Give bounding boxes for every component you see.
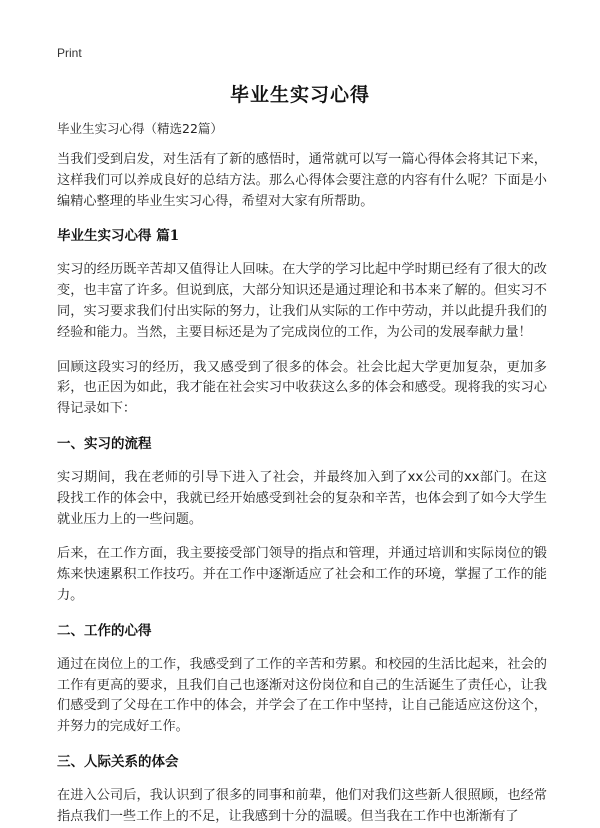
paragraph-5: 通过在岗位上的工作，我感受到了工作的辛苦和劳累。和校园的生活比起来，社会的工作有更高的要求，且我们自己也逐渐对这份岗位和自己的生活诞生了责任心，让我们感受到了父母在工作中的体会，并学会了在工作中坚持，让自己能适应这份这个，并努力的完成好工作。 — [57, 656, 547, 735]
article-heading: 毕业生实习心得 篇1 — [57, 228, 180, 245]
paragraph-3: 实习期间，我在老师的引导下进入了社会，并最终加入到了xx公司的xx部门。在这段找工作的体会中，我就已经开始感受到社会的复杂和辛苦，也体会到了如今大学生就业压力上的一些问题。 — [57, 469, 547, 527]
paragraph-1: 实习的经历既辛苦却又值得让人回味。在大学的学习比起中学时期已经有了很大的改变，也丰富了许多。但说到底，大部分知识还是通过理论和书本来了解的。但实习不同，实习要求我们付出实际的努力，让我们从实际的工作中劳动，并以此提升我们的经验和能力。当然，主要目标还是为了完成岗位的工作，为公司的发展奉献力量！ — [57, 262, 547, 340]
paragraph-6: 在进入公司后，我认识到了很多的同事和前辈，他们对我们这些新人很照顾，也经常指点我们一些工作上的不足，让我感到十分的温暖。但当我在工作中也渐渐有了 — [57, 787, 547, 824]
paragraph-4: 后来，在工作方面，我主要接受部门领导的指点和管理，并通过培训和实际岗位的锻炼来快速累积工作技巧。并在工作中逐渐适应了社会和工作的环境，掌握了工作的能力。 — [57, 546, 547, 603]
print-link[interactable]: Print — [57, 46, 82, 60]
paragraph-2: 回顾这段实习的经历，我又感受到了很多的体会。社会比起大学更加复杂，更加多彩，也正因为如此，我才能在社会实习中收获这么多的体会和感受。现将我的实习心得记录如下： — [57, 359, 547, 417]
section-heading-2: 二、工作的心得 — [57, 622, 152, 639]
intro-paragraph: 当我们受到启发，对生活有了新的感悟时，通常就可以写一篇心得体会将其记下来，这样我们可以养成良好的总结方法。那么心得体会要注意的内容有什么呢？下面是小编精心整理的毕业生实习心得，希望对大家有所帮助。 — [57, 152, 547, 209]
article-subtitle: 毕业生实习心得（精选22篇） — [57, 121, 223, 136]
article-body — [57, 119, 547, 828]
section-heading-1: 一、实习的流程 — [57, 435, 152, 452]
page-title: 毕业生实习心得 — [229, 84, 370, 106]
section-heading-3: 三、人际关系的体会 — [57, 753, 179, 770]
